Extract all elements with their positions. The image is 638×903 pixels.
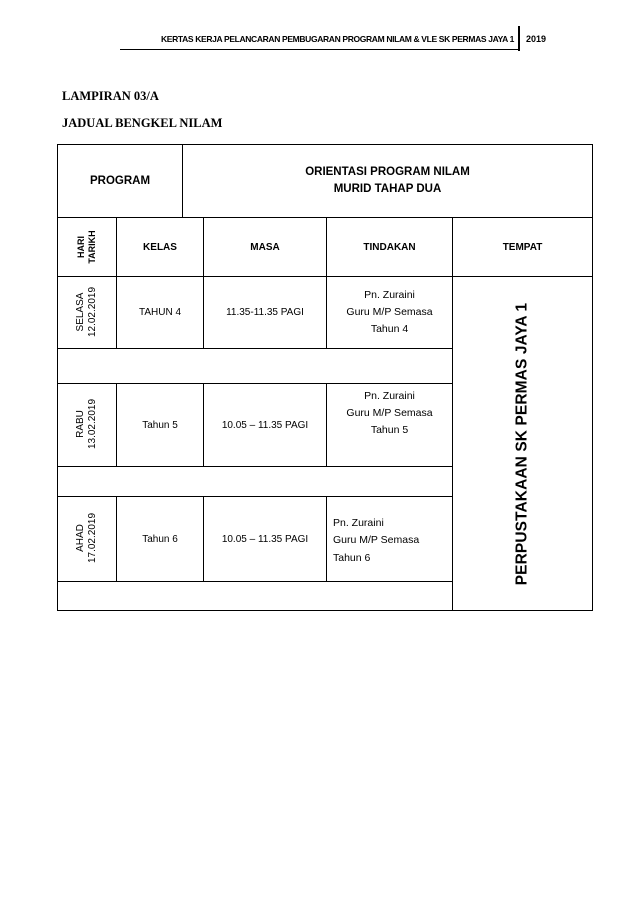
row-3-masa: 10.05 – 11.35 PAGI bbox=[221, 533, 309, 545]
row-1-masa: 11.35-11.35 PAGI bbox=[226, 307, 304, 318]
table-row-1-date bbox=[75, 287, 99, 337]
schedule-title: JADUAL BENGKEL NILAM bbox=[62, 116, 223, 130]
table-border-right bbox=[592, 144, 593, 611]
row-3-hari: AHAD bbox=[75, 524, 86, 552]
row-3-tindakan-role: Guru M/P Semasa bbox=[333, 534, 420, 547]
row-1-kelas: TAHUN 4 bbox=[138, 307, 182, 318]
grid-line bbox=[326, 496, 327, 581]
grid-line bbox=[57, 581, 452, 582]
column-header-masa: MASA bbox=[250, 241, 280, 253]
column-header-tindakan: TINDAKAN bbox=[363, 241, 416, 253]
document-header-year: 2019 bbox=[526, 34, 547, 44]
column-header-hari: HARI bbox=[76, 236, 87, 259]
schedule-table bbox=[57, 144, 593, 611]
tempat-value: PERPUSTAKAAN SK PERMAS JAYA 1 bbox=[513, 302, 531, 586]
grid-line bbox=[57, 466, 452, 467]
row-2-tindakan-name: Pn. Zuraini bbox=[364, 390, 415, 402]
row-3-tarikh: 17.02.2019 bbox=[87, 512, 98, 564]
row-1-tarikh: 12.02.2019 bbox=[87, 286, 98, 338]
appendix-label: LAMPIRAN 03/A bbox=[62, 89, 159, 103]
row-3-tindakan bbox=[333, 515, 419, 567]
program-name-line2: MURID TAHAP DUA bbox=[333, 183, 442, 195]
row-3-kelas: Tahun 6 bbox=[142, 533, 178, 545]
row-3-tindakan-kelas: Tahun 6 bbox=[333, 551, 371, 564]
table-row-3-date bbox=[75, 513, 99, 563]
row-1-tindakan-name: Pn. Zuraini bbox=[364, 289, 415, 302]
row-1-hari: SELASA bbox=[75, 292, 86, 332]
column-header-tarikh: TARIKH bbox=[87, 230, 97, 264]
row-2-hari: RABU bbox=[75, 410, 86, 438]
header-divider bbox=[518, 26, 520, 51]
column-header-hari-tarikh bbox=[76, 230, 98, 263]
row-1-tindakan bbox=[327, 277, 452, 348]
grid-line bbox=[57, 348, 452, 349]
row-2-tindakan-kelas: Tahun 5 bbox=[370, 423, 409, 436]
row-2-tindakan bbox=[327, 384, 452, 448]
row-2-kelas: Tahun 5 bbox=[142, 419, 178, 431]
row-3-tindakan-name: Pn. Zuraini bbox=[333, 517, 384, 529]
row-2-tindakan-role: Guru M/P Semasa bbox=[346, 406, 433, 419]
row-1-tindakan-role: Guru M/P Semasa bbox=[346, 306, 433, 319]
header-rule bbox=[120, 49, 518, 50]
row-2-masa: 10.05 – 11.35 PAGI bbox=[221, 419, 309, 431]
table-border-bottom bbox=[57, 610, 593, 611]
row-1-tindakan-kelas: Tahun 4 bbox=[370, 322, 409, 335]
document-header-title: KERTAS KERJA PELANCARAN PEMBUGARAN PROGRAM NILAM & VLE SK PERMAS JAYA 1 bbox=[161, 34, 514, 44]
column-header-kelas: KELAS bbox=[143, 241, 177, 253]
column-header-tempat: TEMPAT bbox=[502, 241, 543, 253]
program-name-line1: ORIENTASI PROGRAM NILAM bbox=[305, 166, 470, 179]
row-2-tarikh: 13.02.2019 bbox=[87, 398, 98, 450]
table-row-2-date bbox=[75, 399, 99, 449]
program-label: PROGRAM bbox=[89, 175, 151, 187]
program-name bbox=[183, 145, 592, 217]
